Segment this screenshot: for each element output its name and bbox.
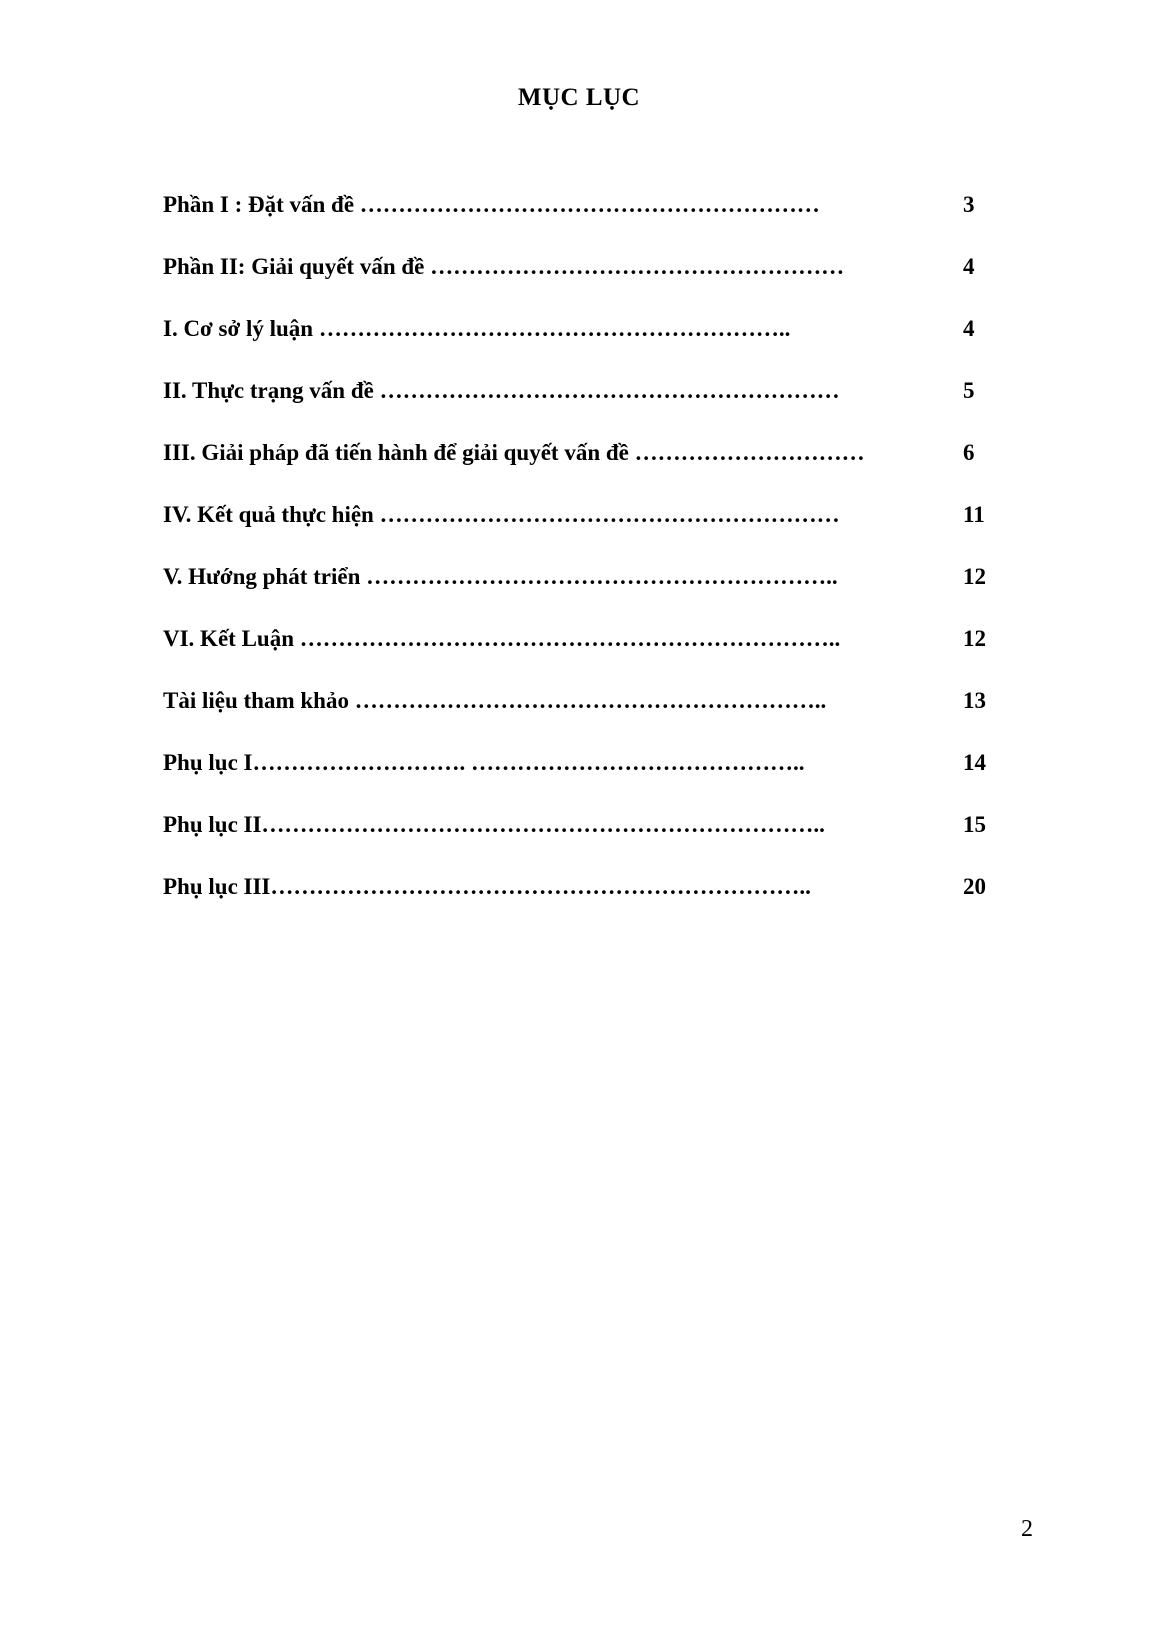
- toc-entry-page: 3: [963, 192, 975, 217]
- toc-entry-page: 11: [963, 502, 985, 527]
- toc-entry-text: IV. Kết quả thực hiện ……………………………………………………: [163, 502, 840, 527]
- toc-entry: [163, 500, 1043, 562]
- toc-entry-text: Phần I : Đặt vấn đề ……………………………………………………: [163, 192, 820, 217]
- toc-entry: [163, 686, 1043, 748]
- toc-entry-page: 20: [963, 874, 986, 899]
- toc-entry: [163, 748, 1043, 810]
- toc-entry-text: III. Giải pháp đã tiến hành để giải quyết vấn đề …………………………: [163, 440, 865, 465]
- page-title: MỤC LỤC: [517, 84, 641, 111]
- toc-entry: [163, 562, 1043, 624]
- toc-entry-page: 4: [963, 316, 975, 341]
- toc-entry-text: Phụ lục I………………………. ……………………………………..: [163, 750, 805, 775]
- toc-entry-text: V. Hướng phát triển ……………………………………………………..: [163, 564, 838, 589]
- toc-entry: [163, 872, 1043, 934]
- toc-entry-page: 13: [963, 688, 986, 713]
- toc-entry-text: VI. Kết Luận ……………………………………………………………..: [163, 626, 841, 651]
- toc-entry-text: II. Thực trạng vấn đề ……………………………………………………: [163, 378, 840, 403]
- toc-entry-page: 4: [963, 254, 975, 279]
- toc-entry-page: 6: [963, 440, 975, 465]
- toc-entry: [163, 438, 1043, 500]
- toc-entry-text: I. Cơ sở lý luận ……………………………………………………..: [163, 316, 791, 341]
- toc-entry: [163, 190, 1043, 252]
- toc-entry-text: Phần II: Giải quyết vấn đề ………………………………………………: [163, 254, 845, 279]
- toc-entry: [163, 376, 1043, 438]
- toc-entry: [163, 252, 1043, 314]
- page-number: 2: [1021, 1516, 1033, 1542]
- toc-entry-page: 5: [963, 378, 975, 403]
- toc-entry-page: 15: [963, 812, 986, 837]
- toc-entry-page: 12: [963, 626, 986, 651]
- toc-entry: [163, 624, 1043, 686]
- toc-entry-text: Tài liệu tham khảo ……………………………………………………..: [163, 688, 827, 713]
- table-of-contents: [163, 190, 1043, 934]
- toc-entry: [163, 810, 1043, 872]
- toc-entry-text: Phụ lục II………………………………………………………………..: [163, 812, 825, 837]
- toc-entry-page: 12: [963, 564, 986, 589]
- toc-entry-page: 14: [963, 750, 986, 775]
- toc-entry-text: Phụ lục III……………………………………………………………..: [163, 874, 811, 899]
- toc-entry: [163, 314, 1043, 376]
